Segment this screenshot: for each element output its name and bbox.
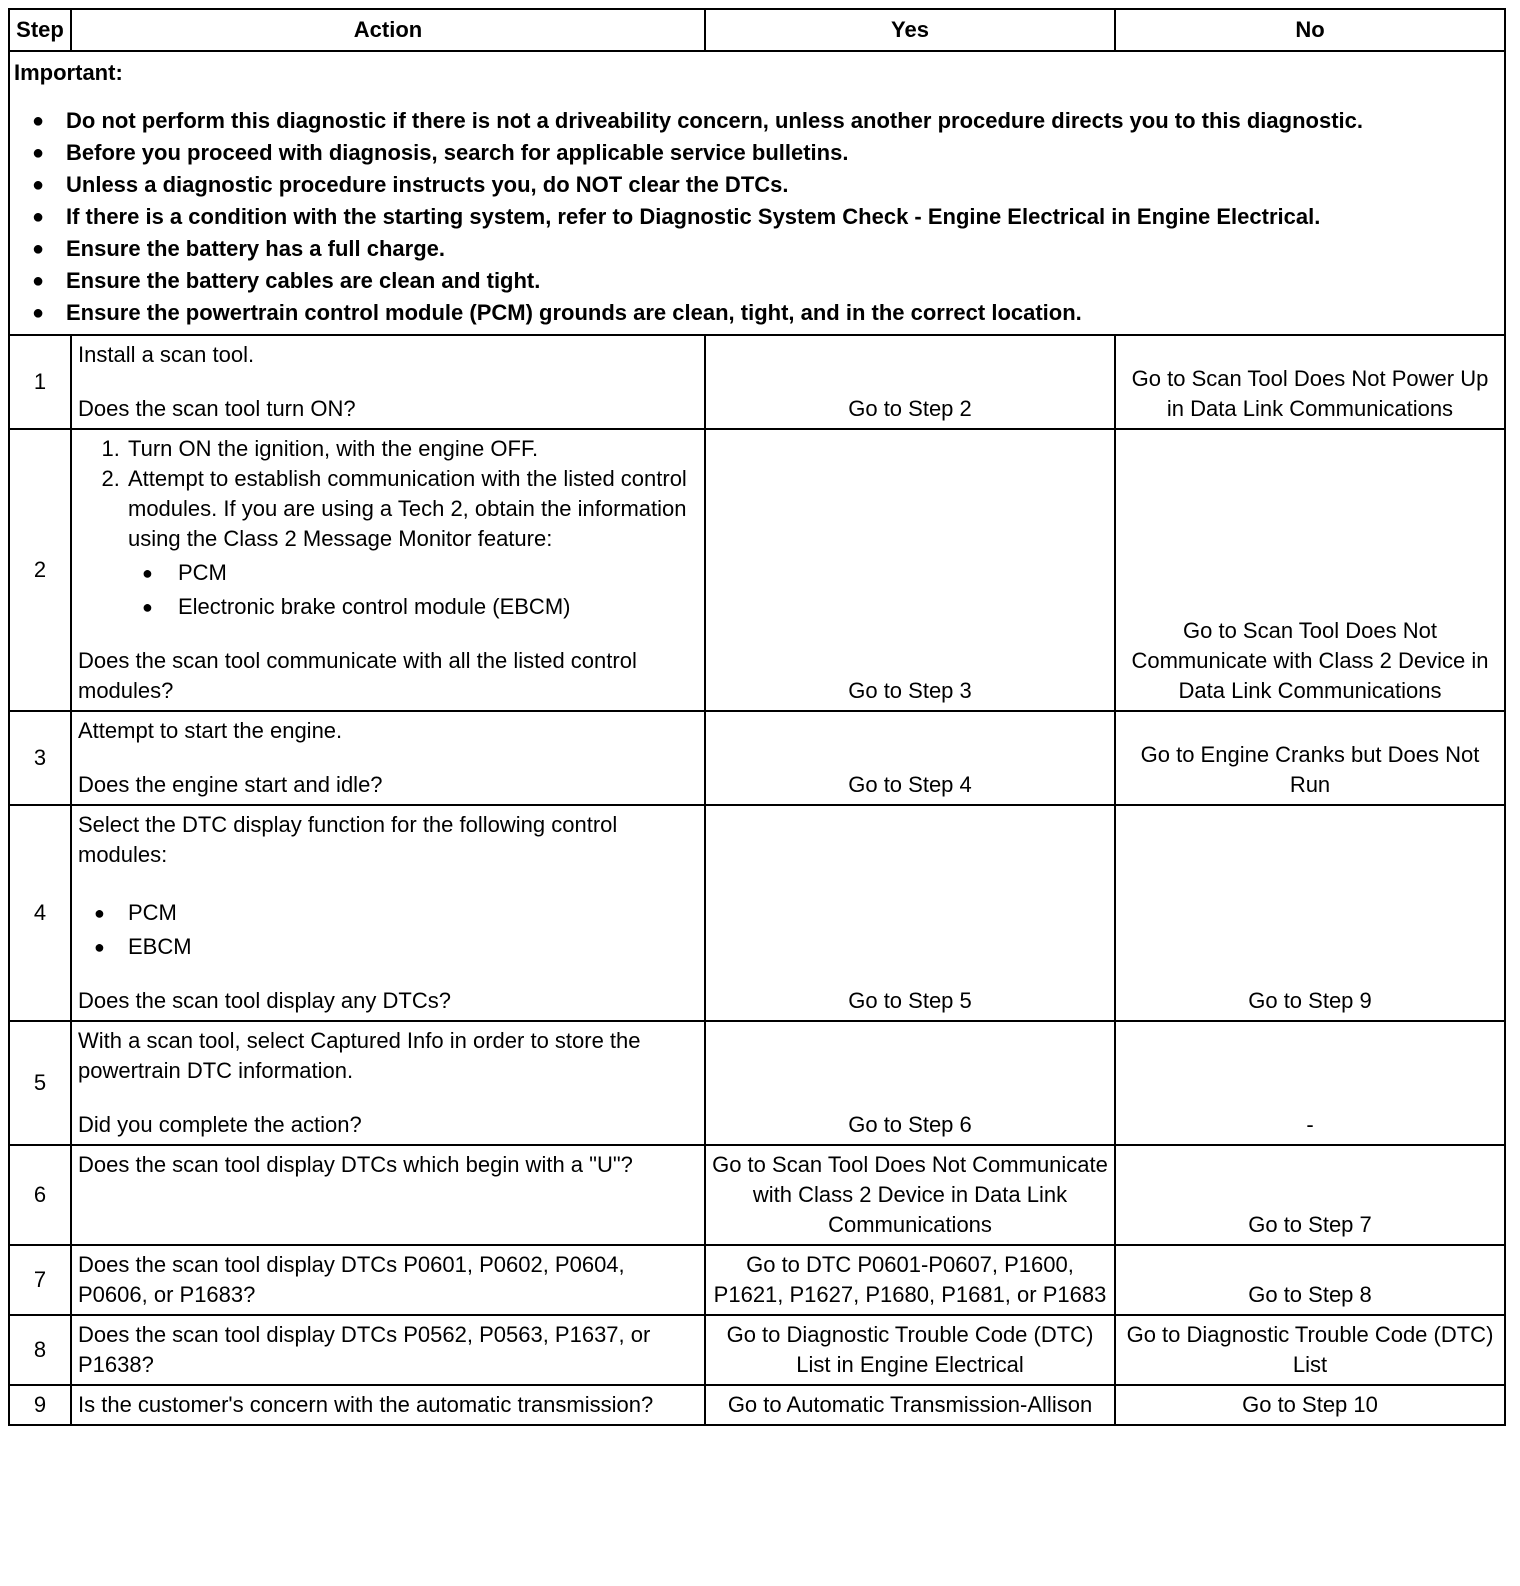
- substep-text: Attempt to establish communication with the listed control modules. If you are using a Tech 2, obtain the information using the Class 2 Message Monitor feature:: [128, 466, 687, 551]
- header-step: Step: [9, 9, 71, 51]
- action-question: Is the customer's concern with the automatic transmission?: [71, 1385, 705, 1425]
- step-number: 9: [9, 1385, 71, 1425]
- step-number: 1: [9, 335, 71, 429]
- module-list: [78, 898, 698, 962]
- yes-cell: Go to DTC P0601-P0607, P1600, P1621, P1627, P1680, P1681, or P1683: [705, 1245, 1115, 1315]
- no-cell: Go to Scan Tool Does Not Power Up in Data Link Communications: [1115, 335, 1505, 429]
- header-action: Action: [71, 9, 705, 51]
- important-item: ● Ensure the battery has a full charge.: [14, 234, 1500, 264]
- action-question: Does the engine start and idle?: [78, 772, 383, 797]
- action-cell: [71, 1021, 705, 1145]
- header-row: [9, 9, 1505, 51]
- substep-item: [126, 464, 698, 554]
- table-row: [9, 429, 1505, 711]
- no-cell: Go to Step 7: [1115, 1145, 1505, 1245]
- action-question: Does the scan tool turn ON?: [78, 396, 356, 421]
- no-cell: Go to Step 8: [1115, 1245, 1505, 1315]
- action-text: Attempt to start the engine.: [78, 718, 343, 743]
- action-cell: [71, 805, 705, 1021]
- substep-item: 1. Turn ON the ignition, with the engine OFF.: [126, 434, 698, 464]
- action-cell: [71, 711, 705, 805]
- yes-cell: Go to Scan Tool Does Not Communicate with Class 2 Device in Data Link Communications: [705, 1145, 1115, 1245]
- yes-cell: Go to Step 3: [705, 429, 1115, 711]
- yes-cell: Go to Automatic Transmission-Allison: [705, 1385, 1115, 1425]
- action-question: Does the scan tool display DTCs P0562, P0563, P1637, or P1638?: [71, 1315, 705, 1385]
- table-row: [9, 1021, 1505, 1145]
- important-item: ● Unless a diagnostic procedure instructs you, do NOT clear the DTCs.: [14, 170, 1500, 200]
- action-text: Install a scan tool.: [78, 342, 255, 367]
- diagnostic-table-sheet: [8, 8, 1504, 1426]
- action-text: With a scan tool, select Captured Info in order to store the powertrain DTC information.: [78, 1028, 641, 1083]
- important-row: [9, 51, 1505, 335]
- no-cell: Go to Diagnostic Trouble Code (DTC) List: [1115, 1315, 1505, 1385]
- no-cell: Go to Engine Cranks but Does Not Run: [1115, 711, 1505, 805]
- module-list: [78, 558, 698, 622]
- important-title: Important:: [14, 60, 123, 85]
- table-row: [9, 711, 1505, 805]
- step-number: 3: [9, 711, 71, 805]
- action-cell: [71, 429, 705, 711]
- important-item: ● If there is a condition with the starting system, refer to Diagnostic System Check - Engine Electrical in Engine Electrical.: [14, 202, 1500, 232]
- table-row: [9, 1145, 1505, 1245]
- header-yes: Yes: [705, 9, 1115, 51]
- yes-cell: Go to Step 4: [705, 711, 1115, 805]
- table-row: [9, 335, 1505, 429]
- step-number: 4: [9, 805, 71, 1021]
- module-item: ● PCM: [128, 558, 698, 588]
- module-item: ● PCM: [78, 898, 698, 928]
- table-row: [9, 1315, 1505, 1385]
- important-item: ● Ensure the powertrain control module (PCM) grounds are clean, tight, and in the correct location.: [14, 298, 1500, 328]
- important-item: ● Ensure the battery cables are clean and tight.: [14, 266, 1500, 296]
- module-item: ● Electronic brake control module (EBCM): [128, 592, 698, 622]
- step-number: 5: [9, 1021, 71, 1145]
- step-number: 7: [9, 1245, 71, 1315]
- important-list: [14, 106, 1500, 328]
- table-row: [9, 1245, 1505, 1315]
- action-question: Does the scan tool display any DTCs?: [78, 988, 451, 1013]
- no-cell: -: [1115, 1021, 1505, 1145]
- action-question: Does the scan tool display DTCs P0601, P0602, P0604, P0606, or P1683?: [71, 1245, 705, 1315]
- important-item: ● Before you proceed with diagnosis, search for applicable service bulletins.: [14, 138, 1500, 168]
- diagnostic-table: [8, 8, 1506, 1426]
- module-item: ● EBCM: [78, 932, 698, 962]
- action-question: Does the scan tool display DTCs which begin with a "U"?: [71, 1145, 705, 1245]
- step-number: 2: [9, 429, 71, 711]
- action-text: Select the DTC display function for the following control modules:: [78, 812, 618, 867]
- action-question: Does the scan tool communicate with all the listed control modules?: [78, 648, 637, 703]
- action-question: Did you complete the action?: [78, 1112, 362, 1137]
- yes-cell: Go to Diagnostic Trouble Code (DTC) List in Engine Electrical: [705, 1315, 1115, 1385]
- no-cell: Go to Scan Tool Does Not Communicate with Class 2 Device in Data Link Communications: [1115, 429, 1505, 711]
- no-cell: Go to Step 9: [1115, 805, 1505, 1021]
- yes-cell: Go to Step 6: [705, 1021, 1115, 1145]
- important-item: ● Do not perform this diagnostic if there is not a driveability concern, unless another procedure directs you to this diagnostic.: [14, 106, 1500, 136]
- important-notes: [9, 51, 1505, 335]
- step-number: 8: [9, 1315, 71, 1385]
- table-row: [9, 1385, 1505, 1425]
- yes-cell: Go to Step 2: [705, 335, 1115, 429]
- substep-list: [78, 434, 698, 554]
- step-number: 6: [9, 1145, 71, 1245]
- header-no: No: [1115, 9, 1505, 51]
- action-cell: [71, 335, 705, 429]
- yes-cell: Go to Step 5: [705, 805, 1115, 1021]
- no-cell: Go to Step 10: [1115, 1385, 1505, 1425]
- table-row: [9, 805, 1505, 1021]
